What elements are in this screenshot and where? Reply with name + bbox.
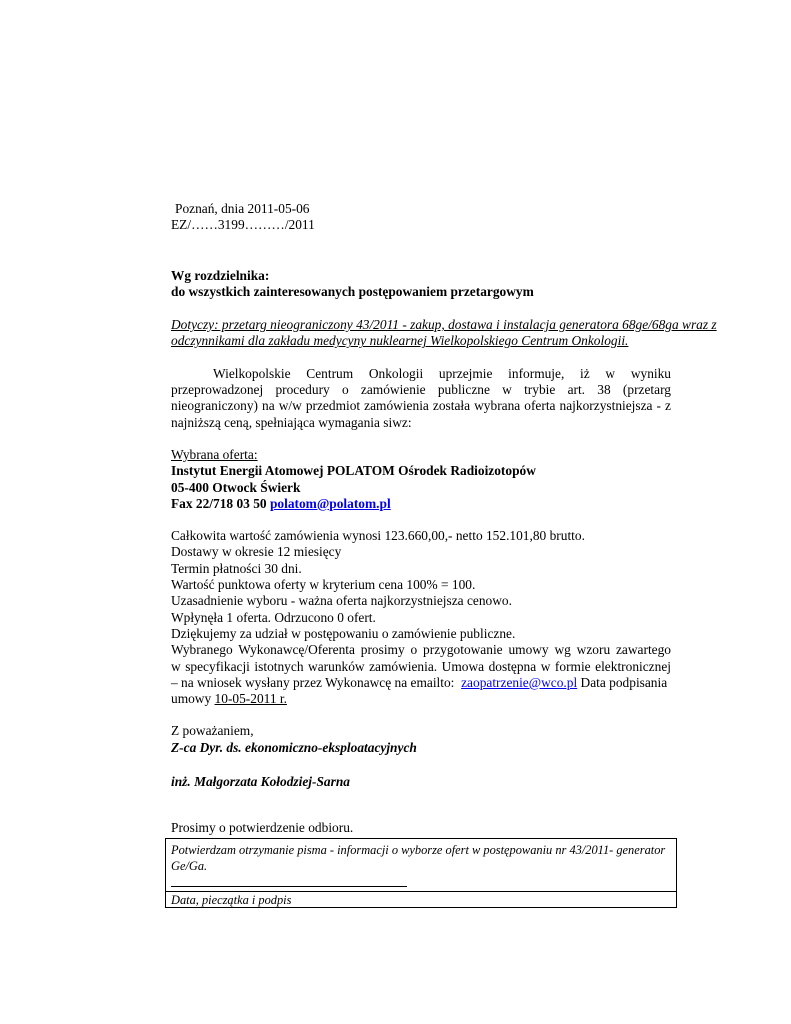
thanks-line: Dziękujemy za udział w postępowaniu o zamówienie publiczne. xyxy=(171,625,516,641)
signatory-name: inż. Małgorzata Kołodziej-Sarna xyxy=(171,774,350,790)
fax-number: Fax 22/718 03 50 xyxy=(171,495,267,511)
contract-request-text: – na wniosek wysłany przez Wykonawcę na emailto: xyxy=(171,674,455,690)
intro-line-1: Wielkopolskie Centrum Onkologii uprzejmie informuje, iż w wyniku xyxy=(213,365,671,381)
payment-terms-line: Termin płatności 30 dni. xyxy=(171,560,302,576)
subject-line-2: odczynnikami dla zakładu medycyny nuklearnej Wielkopolskiego Centrum Onkologii. xyxy=(171,333,629,349)
receipt-request: Prosimy o potwierdzenie odbioru. xyxy=(171,820,354,836)
signature-line xyxy=(171,876,407,887)
contract-line-2: w specyfikacji istotnych warunków zamówienia. Umowa dostępna w formie elektronicznej xyxy=(171,658,671,674)
procurement-email-link[interactable]: zaopatrzenie@wco.pl xyxy=(461,674,578,690)
intro-paragraph xyxy=(171,366,671,431)
signatory-title: Z-ca Dyr. ds. ekonomiczno-eksploatacyjnych xyxy=(171,739,417,755)
recipient-line-1: Wg rozdzielnika: xyxy=(171,267,270,283)
date-line: Poznań, dnia 2011-05-06 xyxy=(175,201,310,216)
greeting: Z poważaniem, xyxy=(171,723,254,739)
letter-header xyxy=(171,201,671,234)
delivery-period-line: Dostawy w okresie 12 miesięcy xyxy=(171,544,342,560)
signing-date-value: 10-05-2011 r. xyxy=(214,691,287,707)
contract-line-4 xyxy=(171,691,671,707)
recipient-block xyxy=(171,268,671,301)
company-contact xyxy=(171,496,671,512)
contract-line-1: Wybranego Wykonawcę/Oferenta prosimy o przygotowanie umowy wg wzoru zawartego xyxy=(171,642,671,658)
intro-line-3: nieograniczony) na w/w przedmiot zamówienia została wybrana oferta najkorzystniejsza - z xyxy=(171,398,671,414)
recipient-line-2: do wszystkich zainteresowanych postępowaniem przetargowym xyxy=(171,283,534,299)
total-value-line: Całkowita wartość zamówienia wynosi 123.660,00,- netto 152.101,80 brutto. xyxy=(171,528,585,544)
confirmation-box xyxy=(165,838,677,908)
signing-date-label: Data podpisania xyxy=(580,674,668,690)
contract-line-3 xyxy=(171,675,671,691)
reference-number: EZ/……3199………/2011 xyxy=(171,217,315,233)
selected-offer-label: Wybrana oferta: xyxy=(171,446,258,462)
company-email-link[interactable]: polatom@polatom.pl xyxy=(269,495,391,511)
subject-line-1: Dotyczy: przetarg nieograniczony 43/2011 - zakup, dostawa i instalacja generatora 68ge/68ga wraz z xyxy=(171,317,717,333)
justification-line: Uzasadnienie wyboru - ważna oferta najkorzystniejsza cenowo. xyxy=(171,593,512,609)
signature-label: Data, pieczątka i podpis xyxy=(171,893,292,907)
company-name: Instytut Energii Atomowej POLATOM Ośrodek Radioizotopów xyxy=(171,463,536,479)
confirmation-text-line-2: Ge/Ga. xyxy=(171,859,208,873)
details-block xyxy=(171,528,671,707)
intro-line-2: przeprowadzonej procedury o zamówienie publiczne w trybie art. 38 (przetarg xyxy=(171,382,671,398)
subject-block xyxy=(171,317,717,350)
score-line: Wartość punktowa oferty w kryterium cena 100% = 100. xyxy=(171,577,476,593)
offers-count-line: Wpłynęła 1 oferta. Odrzucono 0 ofert. xyxy=(171,609,376,625)
contract-word: umowy xyxy=(171,691,212,707)
selected-offer-block xyxy=(171,447,671,512)
closing-block xyxy=(171,723,671,836)
confirmation-text-line-1: Potwierdzam otrzymanie pisma - informacji o wyborze ofert w postępowaniu nr 43/2011- generator xyxy=(171,843,666,857)
company-address: 05-400 Otwock Świerk xyxy=(171,479,301,495)
letter-body xyxy=(171,201,717,837)
intro-line-4: najniższą ceną, spełniająca wymagania siwz: xyxy=(171,414,412,430)
